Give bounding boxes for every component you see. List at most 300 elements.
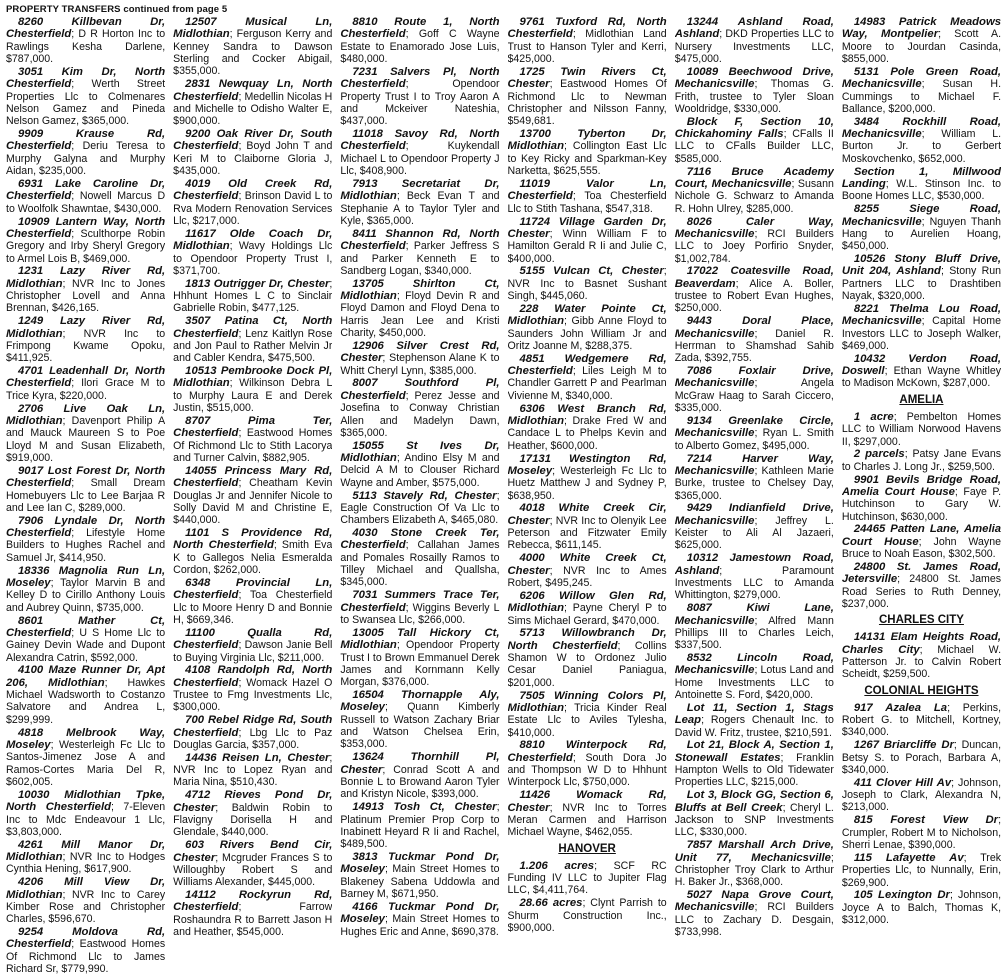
entry-detail: ; Beck Evan T and Stephanie A to Taylor Tyler and Kyle, $365,000. bbox=[340, 190, 500, 227]
entry-detail: ; Crumpler, Robert M to Nicholson, Sherri Lenae, $390,000. bbox=[841, 814, 1002, 851]
entry-address: 9909 Krause Rd, Chesterfield bbox=[6, 128, 166, 153]
entry-detail: ; Drake Fred W and Candace L to Phelps Kevin and Heather, $600,000. bbox=[507, 415, 667, 452]
transfer-entry bbox=[340, 278, 499, 340]
transfer-entry bbox=[173, 365, 332, 414]
transfer-entry bbox=[675, 365, 834, 414]
entry-detail: ; Pembelton Homes LLC to William Norwood Havens II, $297,000. bbox=[841, 410, 1002, 448]
entry-detail: ; NVR Inc to Lopez Ryan and Maria Nina, $510,430. bbox=[173, 751, 333, 789]
entry-address: 2 parcels bbox=[853, 448, 905, 461]
entry-address: 5113 Stavely Rd, Chester bbox=[352, 489, 497, 502]
entry-address: 1249 Lazy River Rd, Midlothian bbox=[6, 315, 166, 340]
transfer-entry bbox=[842, 116, 1001, 165]
entry-address: 7116 Bruce Academy Court, Mechanicsville bbox=[674, 165, 834, 190]
entry-address: 17131 Westington Rd, Moseley bbox=[507, 452, 667, 477]
entry-detail: ; Smith Eva K to Gallegos Nelia Esmeralda Cordon, $262,000. bbox=[173, 539, 333, 577]
entry-detail: ; Main Street Homes to Blakeney Sabena Uddowla and Barney M, $671,950. bbox=[340, 863, 500, 901]
column-2 bbox=[173, 16, 332, 976]
transfer-entry bbox=[340, 801, 499, 850]
entry-address: 7505 Winning Colors Pl, Midlothian bbox=[507, 689, 667, 714]
entry-detail: ; Clynt Parrish to Shurm Construction Inc., $900,000. bbox=[507, 897, 667, 934]
transfer-entry bbox=[340, 901, 499, 938]
transfer-entry bbox=[508, 690, 667, 739]
entry-detail: ; Brinson David L to Rva Modern Renovation Services Llc, $217,000. bbox=[173, 190, 333, 227]
entry-address: 228 Water Pointe Ct, Midlothian bbox=[507, 302, 667, 328]
transfer-entry bbox=[173, 577, 332, 626]
entry-address: 7086 Foxlair Drive, Mechanicsville bbox=[674, 365, 834, 390]
entry-detail: ; Kathleen Marie Burke, trustee to Chelsey Day, $365,000. bbox=[674, 464, 834, 502]
transfer-entry bbox=[340, 16, 499, 65]
entry-detail: ; Taylor Marvin B and Kelley D to Cirillo Anthony Louis and Aubrey Quinn, $735,000. bbox=[6, 576, 166, 614]
entry-detail: ; Westerleigh Fc Llc to Huetz Matthew J and Sydney P, $638,950. bbox=[507, 464, 667, 502]
entry-address: 28.66 acres bbox=[519, 897, 583, 910]
entry-address: 1.206 acres bbox=[519, 859, 595, 872]
column-6 bbox=[842, 16, 1001, 976]
section-heading: COLONIAL HEIGHTS bbox=[864, 684, 979, 697]
entry-address: 1267 Briarcliffe Dr bbox=[853, 739, 954, 752]
transfer-entry bbox=[6, 128, 165, 177]
entry-address: 3051 Kim Dr, North Chesterfield bbox=[6, 65, 166, 91]
entry-address: 8255 Siege Road, Mechanicsville bbox=[841, 203, 1002, 228]
entry-address: 8601 Mather Ct, Chesterfield bbox=[6, 614, 166, 639]
entry-detail: ; Small Dream Homebuyers Llc to Lee Barjaa R and Lee Ian C, $289,000. bbox=[6, 477, 166, 514]
entry-detail: ; Ilori Grace M to Trice Kyra, $220,000. bbox=[6, 377, 166, 402]
transfer-entry bbox=[508, 897, 667, 934]
transfer-entry bbox=[508, 739, 667, 788]
entry-address: 17022 Coatesville Road, Beaverdam bbox=[674, 265, 834, 290]
transfer-entry bbox=[340, 627, 499, 689]
entry-address: 1725 Twin Rivers Ct, Chester bbox=[507, 65, 667, 91]
entry-detail: ; Collins Shamon W to Ordonez Julio Cesar Daniel Paniagua, $201,000. bbox=[507, 639, 667, 689]
transfer-entry bbox=[6, 876, 165, 925]
transfer-entry bbox=[340, 377, 499, 439]
transfer-entry bbox=[842, 303, 1001, 352]
transfer-entry bbox=[842, 631, 1001, 680]
entry-detail: ; Collington East Llc to Key Ricky and Sparkman-Key Narketta, $625,555. bbox=[507, 140, 667, 178]
entry-detail: ; Ethan Wayne Whitley to Madison McKown, $287,000. bbox=[841, 365, 1002, 390]
transfer-entry bbox=[842, 353, 1001, 390]
entry-detail: ; Alice A. Boller, trustee to Robert Evan Hughes, $250,000. bbox=[674, 277, 834, 315]
entry-detail: ; Midlothian Land Trust to Hanson Tyler and Kerri, $425,000. bbox=[507, 28, 667, 66]
entry-address: 24465 Patten Lane, Amelia Court House bbox=[841, 523, 1002, 548]
entry-detail: ; Susann Nichole G. Schwarz to Amanda R. Hohn Ulrey, $285,000. bbox=[674, 177, 834, 215]
entry-address: 5155 Vulcan Ct, Chester bbox=[519, 265, 664, 278]
transfer-entry bbox=[173, 527, 332, 576]
entry-detail: ; Stony Run Partners LLC to Drashtiben Nayak, $320,000. bbox=[841, 265, 1002, 303]
transfer-entry bbox=[508, 66, 667, 128]
entry-address: 6348 Provincial Ln, Chesterfield bbox=[173, 576, 333, 602]
entry-address: 18336 Magnolia Run Ln, Moseley bbox=[6, 564, 166, 589]
entry-detail: ; Rogers Chenault Inc. to David W. Fritz, trustee, $210,591. bbox=[674, 714, 834, 739]
entry-address: 4851 Wedgemere Rd, Chesterfield bbox=[507, 352, 667, 378]
transfer-entry bbox=[842, 448, 1001, 473]
transfer-entry bbox=[842, 253, 1001, 302]
transfer-entry bbox=[340, 589, 499, 626]
entry-address: 11100 Qualla Rd, Chesterfield bbox=[173, 626, 333, 652]
transfer-entry bbox=[6, 789, 165, 838]
entry-detail: ; Opendoor Property Trust I to Troy Aaron A and Mckeiver Nateshia, $437,000. bbox=[340, 78, 500, 128]
entry-address: 115 Lafayette Av bbox=[853, 851, 964, 864]
entry-detail: ; Lotus Land and Home Investments LLC to Antoinette S. Ford, $420,000. bbox=[674, 664, 834, 702]
transfer-entry bbox=[842, 66, 1001, 115]
entry-detail: ; Christopher Troy Clark to Arthur H. Baker Jr., $368,000. bbox=[674, 851, 834, 889]
entry-detail: ; Ryan L. Smith to Alberto Gomez, $495,000. bbox=[674, 427, 834, 452]
entry-address: 16504 Thornapple Aly, Moseley bbox=[340, 689, 500, 714]
entry-detail: ; Main Street Homes to Hughes Eric and Anne, $690,378. bbox=[340, 913, 500, 938]
transfer-entry bbox=[675, 739, 834, 788]
entry-detail: ; Perez Jesse and Josefina to Conway Christian Allen and Madelyn Dawn, $365,000. bbox=[340, 389, 500, 439]
entry-detail: ; RCI Builders LLC to Zachary D. Desgain, $733,998. bbox=[674, 901, 834, 939]
entry-detail: ; NVR Inc to Carey Kimber Rose and Christopher Charles, $596,670. bbox=[6, 888, 166, 926]
entry-detail: ; Goff C Wayne Estate to Enamorado Jose Luis, $480,000. bbox=[340, 28, 500, 66]
entry-detail: ; Sculthorpe Robin Gregory and Irby Sheryl Gregory to Armel Lois B, $469,000. bbox=[6, 227, 166, 265]
column-5 bbox=[675, 16, 834, 976]
transfer-entry bbox=[842, 814, 1001, 851]
entry-detail: ; NVR Inc to Frimpong Kwame Opoku, $411,925. bbox=[6, 327, 166, 365]
entry-address: 9443 Doral Place, Mechanicsville bbox=[674, 315, 834, 340]
transfer-entry bbox=[6, 465, 165, 514]
entry-detail: ; Ferguson Kerry and Kenney Sandra to Dawson Sterling and Cocker Abigail, $355,000. bbox=[173, 28, 333, 78]
transfer-entry bbox=[675, 415, 834, 452]
entry-address: 14112 Rockyrun Rd, Chesterfield bbox=[173, 889, 333, 914]
entry-detail: ; Susan H. Cummings to Michael F. Ballance, $200,000. bbox=[841, 78, 1002, 115]
entry-address: 8707 Pima Ter, Chesterfield bbox=[173, 415, 333, 440]
entry-address: 5713 Willowbranch Dr, North Chesterfield bbox=[507, 627, 667, 652]
transfer-entry bbox=[842, 702, 1001, 739]
entry-detail: ; Tricia Kinder Real Estate Llc to Aviles Tylesha, $410,000. bbox=[507, 701, 667, 739]
entry-address: 4166 Tuckmar Pond Dr, Moseley bbox=[340, 900, 500, 926]
entry-detail: ; Winn William F to Hamilton Gerald R Ii and Julie C, $400,000. bbox=[507, 227, 667, 265]
entry-address: 10030 Midlothian Tpke, North Chesterfield bbox=[6, 788, 166, 814]
transfer-entry bbox=[173, 789, 332, 838]
entry-address: 2706 Live Oak Ln, Midlothian bbox=[6, 402, 166, 427]
entry-address: 7214 Harver Way, Mechanicsville bbox=[674, 452, 834, 477]
transfer-entry bbox=[842, 474, 1001, 523]
transfer-entry bbox=[6, 515, 165, 564]
entry-detail: ; Parker Jeffress S and Parker Kenneth E to Sandberg Logan, $340,000. bbox=[340, 240, 500, 277]
entry-address: 8007 Southford Pl, Chesterfield bbox=[340, 377, 500, 402]
entry-detail: ; Toa Chesterfield Llc to Stith Tashana, $547,318. bbox=[507, 190, 667, 215]
entry-address: Block F, Section 10, Chickahominy Falls bbox=[674, 115, 834, 141]
transfer-entry bbox=[340, 851, 499, 900]
transfer-entry bbox=[675, 889, 834, 938]
transfer-entry bbox=[675, 216, 834, 265]
entry-address: 11426 Womack Rd, Chester bbox=[507, 789, 667, 814]
transfer-entry bbox=[173, 752, 332, 789]
entry-detail: ; U S Home Llc to Gainey Devin Wade and Dupont Alexandra Catrin, $592,000. bbox=[6, 626, 166, 664]
entry-detail: ; Wilkinson Debra L to Murphy Laura E and Derek Justin, $515,000. bbox=[173, 377, 333, 415]
entry-address: 1 acre bbox=[853, 410, 894, 423]
transfer-entry bbox=[508, 860, 667, 897]
entry-address: 4100 Maze Runner Dr, Apt 206, Midlothian bbox=[6, 664, 166, 689]
entry-address: 6931 Lake Caroline Dr, Chesterfield bbox=[6, 177, 166, 203]
transfer-entry bbox=[340, 340, 499, 377]
transfer-entry bbox=[842, 16, 1001, 65]
transfer-entry bbox=[173, 128, 332, 177]
entry-address: 4818 Melbrook Way, Moseley bbox=[6, 726, 166, 751]
entry-address: 4712 Rieves Pond Dr, Chester bbox=[173, 789, 333, 814]
entry-detail: ; Quann Kimberly Russell to Watson Zachary Briar and Watson Chelsea Erin, $353,000. bbox=[340, 701, 500, 751]
entry-detail: ; NVR Inc to Ames Robert, $495,245. bbox=[507, 564, 667, 589]
entry-address: 603 Rivers Bend Cir, Chester bbox=[173, 839, 333, 864]
entry-detail: ; Alfred Mann Phillips III to Charles Leich, $337,500. bbox=[674, 614, 834, 652]
entry-detail: ; Opendoor Property Trust I to Brown Emmanuel Derek James and Kornmann Kelly Morgan, $376,000. bbox=[340, 639, 500, 689]
entry-detail: ; Westerleigh Fc Llc to Santos-Jimenez Jose A and Ramos-Cortes Maria Del R, $602,005. bbox=[6, 738, 166, 788]
transfer-entry bbox=[340, 490, 499, 527]
entry-detail: ; Capital Home Investors LLC to Joseph Walker, $469,000. bbox=[841, 315, 1002, 352]
entry-address: 917 Azalea La bbox=[853, 701, 948, 714]
entry-detail: ; Cheryl L. Jackson to SNP Investments LLC, $330,000. bbox=[674, 801, 834, 839]
entry-detail: ; NVR Inc to Basnet Sushant Singh, $445,060. bbox=[507, 265, 667, 303]
entry-address: 411 Clover Hill Av bbox=[853, 776, 952, 789]
entry-detail: ; Daniel R. Herrman to Shamshad Sahib Zada, $392,755. bbox=[674, 327, 834, 365]
transfer-entry bbox=[173, 839, 332, 888]
column-3 bbox=[340, 16, 499, 976]
transfer-entry bbox=[842, 561, 1001, 610]
transfer-entry bbox=[340, 751, 499, 800]
entry-detail: ; Stephenson Alane K to Whitt Cheryl Lynn, $385,000. bbox=[340, 352, 500, 377]
entry-detail: ; Eastwood Homes Of Richmond Llc to Stith Lacorya and Turner Calvin, $882,905. bbox=[173, 427, 333, 465]
transfer-entry bbox=[508, 627, 667, 689]
transfer-entry bbox=[173, 465, 332, 527]
entry-address: 10089 Beechwood Drive, Mechanicsville bbox=[674, 65, 834, 91]
entry-address: 8026 Caler Way, Mechanicsville bbox=[674, 215, 834, 240]
transfer-entry bbox=[842, 889, 1001, 926]
entry-address: 815 Forest View Dr bbox=[853, 814, 999, 827]
transfer-entry bbox=[6, 615, 165, 664]
entry-detail: ; Deriu Teresa to Murphy Galyna and Murphy Aidan, $235,000. bbox=[6, 140, 166, 178]
entry-address: 2831 Newquay Ln, North Chesterfield bbox=[173, 78, 333, 103]
entry-address: 1101 S Providence Rd, North Chesterfield bbox=[173, 527, 333, 552]
entry-address: 4018 White Creek Cir, Chester bbox=[507, 502, 667, 527]
entry-address: 5131 Pole Green Road, Mechanicsville bbox=[841, 65, 1002, 91]
continued-header: PROPERTY TRANSFERS continued from page 5 bbox=[6, 4, 228, 15]
entry-address: 13700 Tyberton Dr, Midlothian bbox=[507, 128, 667, 153]
entry-detail: ; CFalls II LLC to CFalls Builder LLC, $585,000. bbox=[674, 128, 834, 165]
entry-detail: ; Callahan James and Pomales Rosailly Ramos to Tilley Michael and Quallsha, $345,000. bbox=[340, 539, 500, 589]
transfer-entry bbox=[508, 453, 667, 502]
entry-address: 700 Rebel Ridge Rd, South Chesterfield bbox=[173, 714, 333, 739]
entry-address: 3484 Rockhill Road, Mechanicsville bbox=[841, 115, 1002, 141]
transfer-entry bbox=[173, 178, 332, 227]
entry-detail: ; South Dora Jo and Thompson W D to Hhhunt Winterpock Llc, $750,000. bbox=[507, 751, 667, 789]
transfer-entry bbox=[340, 178, 499, 227]
entry-address: 14913 Tosh Ct, Chester bbox=[352, 801, 497, 814]
transfer-entry bbox=[675, 116, 834, 165]
entry-address: 12507 Musical Ln, Midlothian bbox=[173, 16, 333, 41]
entry-detail: ; NVR Inc to Jones Christopher Lovell and Anna Brennan, $426,165. bbox=[6, 277, 166, 315]
transfer-entry bbox=[6, 926, 165, 975]
transfer-entry bbox=[675, 839, 834, 888]
entry-address: 24800 St. James Road, Jetersville bbox=[841, 560, 1002, 586]
entry-address: 10909 Lantern Way, North Chesterfield bbox=[6, 215, 166, 240]
section-heading: CHARLES CITY bbox=[878, 614, 964, 627]
entry-detail: ; Andino Elsy M and Delcid A M to Clouser Richard Wayne and Amber, $575,000. bbox=[340, 452, 500, 489]
transfer-entry bbox=[340, 440, 499, 489]
transfer-entry bbox=[173, 16, 332, 78]
transfer-entry bbox=[842, 523, 1001, 560]
entry-detail: ; Jeffrey L. Keister to Ali Al Jazaeri, $625,000. bbox=[674, 514, 834, 552]
entry-address: Lot 21, Block A, Section 1, Stonewall Estates bbox=[674, 739, 834, 764]
entry-detail: ; SCF RC Funding IV LLC to Jupiter Flag LLC, $4,411,764. bbox=[507, 859, 667, 897]
entry-address: Section 1, Millwood Landing bbox=[841, 165, 1002, 190]
transfer-entry bbox=[508, 265, 667, 302]
transfer-entry bbox=[675, 789, 834, 838]
transfer-entry bbox=[508, 216, 667, 265]
entry-detail: ; Medellin Nicolas H and Michelle to Odisho Walter E, $900,000. bbox=[173, 90, 333, 128]
transfer-entry bbox=[675, 66, 834, 115]
entry-address: 15055 St Ives Dr, Midlothian bbox=[340, 439, 500, 465]
entry-detail: ; Eastwood Homes Of Richmond Llc to Newman Christopher and Nilsson Fanny, $549,681. bbox=[507, 78, 667, 128]
entry-address: 13244 Ashland Road, Ashland bbox=[674, 16, 834, 41]
entry-address: 13705 Shirlton Ct, Midlothian bbox=[340, 277, 500, 303]
entry-detail: ; Franklin Hampton Wells to Old Tidewater Properties LLC, $215,000. bbox=[674, 751, 834, 789]
transfer-entry bbox=[173, 889, 332, 938]
entry-detail: ; John Wayne Bruce to Noah Eason, $302,500. bbox=[841, 535, 1002, 561]
entry-detail: ; Wiggins Beverly L to Swansea Llc, $266,000. bbox=[340, 601, 500, 626]
transfer-entry bbox=[6, 216, 165, 265]
entry-detail: ; Eagle Construction Of Va Llc to Chambers Elizabeth A, $465,080. bbox=[340, 489, 500, 527]
transfer-entry bbox=[842, 166, 1001, 203]
transfer-entry bbox=[340, 527, 499, 589]
entry-detail: ; Faye P. Hutchinson to Gary W. Hutchinson, $630,000. bbox=[841, 485, 1002, 523]
entry-address: 7231 Salvers Pl, North Chesterfield bbox=[340, 65, 500, 91]
entry-address: 8810 Winterpock Rd, Chesterfield bbox=[507, 739, 667, 764]
entry-detail: ; Gibb Anne Floyd to Saunders John William Jr and Oritz Joanne M, $288,375. bbox=[507, 315, 667, 352]
transfer-entry bbox=[675, 552, 834, 601]
transfer-entry bbox=[508, 789, 667, 838]
entry-address: 11724 Village Garden Dr, Chester bbox=[507, 215, 667, 240]
transfer-entry bbox=[340, 689, 499, 751]
entry-address: 12906 Silver Crest Rd, Chester bbox=[340, 339, 500, 365]
entry-address: 4000 White Creek Ct, Chester bbox=[507, 552, 667, 577]
entry-address: 7906 Lyndale Dr, North Chesterfield bbox=[6, 514, 166, 540]
entry-address: 9761 Tuxford Rd, North Chesterfield bbox=[507, 16, 667, 41]
entry-address: 1231 Lazy River Rd, Midlothian bbox=[6, 265, 166, 290]
entry-address: 14983 Patrick Meadows Way, Montpelier bbox=[841, 16, 1002, 41]
transfer-entry bbox=[6, 16, 165, 65]
entry-detail: ; Womack Hazel O Trustee to Fmg Investments Llc, $300,000. bbox=[173, 676, 333, 714]
entry-detail: ; Lenz Kaitlyn Rose and Jon Paul to Rather Melvin Jr and Cabler Kendra, $475,500. bbox=[173, 327, 333, 365]
entry-detail: ; Johnson, Joseph to Clark, Alexandra N, $213,000. bbox=[841, 776, 1002, 814]
entry-detail: ; Duncan, Betsy S. to Porach, Barbara A, $340,000. bbox=[841, 739, 1002, 776]
entry-detail: ; Kuykendall Michael L to Opendoor Property J Llc, $408,900. bbox=[340, 140, 500, 178]
entry-detail: ; Thomas G. Frith, trustee to Tyler Sloan Wooldridge, $330,000. bbox=[674, 78, 834, 115]
section-heading: AMELIA bbox=[899, 393, 944, 406]
transfer-entry bbox=[508, 590, 667, 627]
entry-address: 9200 Oak River Dr, South Chesterfield bbox=[173, 128, 333, 153]
transfer-entry bbox=[173, 278, 332, 315]
entry-address: 9901 Bevils Bridge Road, Amelia Court House bbox=[841, 473, 1002, 498]
entry-address: 8260 Killbevan Dr, Chesterfield bbox=[6, 16, 166, 41]
entry-address: 6206 Willow Glen Rd, Midlothian bbox=[507, 589, 667, 615]
entry-detail: ; Toa Chesterfield Llc to Moore Henry D and Bonnie H, $669,346. bbox=[173, 589, 333, 626]
transfer-entry bbox=[508, 303, 667, 352]
transfer-entry bbox=[340, 66, 499, 128]
section-heading: HANOVER bbox=[558, 842, 616, 855]
transfer-entry bbox=[173, 315, 332, 364]
entry-detail: ; Patsy Jane Evans to Charles J. Long Jr., $259,500. bbox=[841, 448, 1002, 473]
entry-address: 3507 Patina Ct, North Chesterfield bbox=[173, 315, 333, 340]
entry-detail: ; Perkins, Robert G. to Mitchell, Kortney, $340,000. bbox=[841, 701, 1002, 739]
entry-detail: ; Payne Cheryl P to Sims Michael Gerard, $470,000. bbox=[507, 602, 667, 627]
entry-address: 7031 Summers Trace Ter, Chesterfield bbox=[340, 589, 500, 614]
entry-detail: ; NVR Inc to Olenyik Lee Peterson and Fitzwater Emily Rebecca, $611,145. bbox=[507, 514, 667, 552]
entry-address: 11019 Valor Ln, Chesterfield bbox=[507, 177, 667, 203]
entry-detail: ; Johnson, Joyce A to Balch, Thomas K, $312,000. bbox=[841, 889, 1002, 927]
transfer-entry bbox=[340, 128, 499, 177]
entry-detail: ; Mcgruder Frances S to Willoughby Robert S and Williams Alexander, $445,000. bbox=[173, 851, 333, 889]
entry-address: 8087 Kiwi Lane, Mechanicsville bbox=[674, 602, 834, 627]
transfer-entry bbox=[675, 453, 834, 502]
entry-detail: ; Lifestyle Home Builders to Hughes Rachel and Samuel Jr, $414,950. bbox=[6, 527, 166, 564]
entry-address: 14131 Elam Heights Road, Charles City bbox=[841, 631, 1002, 656]
entry-detail: ; DKD Properties LLC to Nursery Investments LLC, $475,000. bbox=[674, 28, 834, 66]
entry-detail: ; Angela McGraw Haag to Sarah Ciccero, $335,000. bbox=[674, 377, 834, 415]
transfer-entry bbox=[508, 178, 667, 215]
transfer-entry bbox=[340, 228, 499, 277]
transfer-entry bbox=[675, 502, 834, 551]
transfer-entry bbox=[508, 552, 667, 589]
entry-detail: ; W.L. Stinson Inc. to Boone Homes LLC, $530,000. bbox=[841, 177, 1002, 203]
entry-address: 4261 Mill Manor Dr, Midlothian bbox=[6, 838, 166, 864]
entry-detail: ; Michael W. Patterson Jr. to Calvin Robert Scheidt, $259,500. bbox=[841, 643, 1002, 681]
entry-detail: ; Davenport Philip A and Mauck Maureen S to Poe Lloyd M and Susan Elizabeth, $919,000. bbox=[6, 415, 166, 465]
entry-detail: ; Farrow Roshaundra R to Barrett Jason H and Heather, $545,000. bbox=[173, 901, 333, 939]
entry-detail: ; Boyd John T and Keri M to Claiborne Gloria J, $435,000. bbox=[173, 140, 333, 178]
entry-address: 11018 Savoy Rd, North Chesterfield bbox=[340, 128, 500, 153]
entry-detail: ; Hhhunt Homes L C to Sinclair Gabrielle Robin, $477,125. bbox=[173, 277, 333, 315]
transfer-entry bbox=[675, 602, 834, 651]
entry-detail: ; Werth Street Properties Llc to Colmenares Nelson Gamez and Pineda Nelson Gamez, $365,000. bbox=[6, 78, 166, 128]
transfer-entry bbox=[842, 411, 1001, 448]
transfer-entry bbox=[508, 353, 667, 402]
entry-address: 9017 Lost Forest Dr, North Chesterfield bbox=[6, 464, 166, 490]
entry-address: 8810 Route 1, North Chesterfield bbox=[340, 16, 500, 41]
transfer-entry bbox=[6, 178, 165, 215]
entry-detail: ; Lbg Llc to Paz Douglas Garcia, $357,000. bbox=[173, 726, 333, 751]
entry-detail: ; Paramount Investments LLC to Amanda Whittington, $279,000. bbox=[674, 564, 834, 602]
entry-address: 8532 Lincoln Road, Mechanicsville bbox=[674, 652, 834, 677]
transfer-entry bbox=[508, 502, 667, 551]
entry-address: 13624 Thornhill Pl, Chester bbox=[340, 751, 500, 776]
entry-address: 9134 Greenlake Circle, Mechanicsville bbox=[674, 415, 834, 440]
entry-address: 8411 Shannon Rd, North Chesterfield bbox=[340, 227, 500, 253]
transfer-entry bbox=[6, 66, 165, 128]
entry-address: 9254 Moldova Rd, Chesterfield bbox=[6, 926, 166, 951]
entry-detail: ; Platinum Premier Prop Corp to Inabinett Heyard R Ii and Rachel, $489,500. bbox=[340, 801, 500, 851]
transfer-entry bbox=[842, 852, 1001, 889]
entry-address: 14055 Princess Mary Rd, Chesterfield bbox=[173, 464, 333, 490]
entry-detail: ; 7-Eleven Inc to Mdc Endeavour 1 Llc, $3,803,000. bbox=[6, 801, 166, 838]
entry-detail: ; Dawson Janie Bell to Buying Virginia Llc, $211,000. bbox=[173, 639, 333, 664]
entry-address: 8221 Thelma Lou Road, Mechanicsville bbox=[841, 302, 1002, 328]
transfer-entry bbox=[508, 16, 667, 65]
entry-address: 4206 Mill View Dr, Midlothian bbox=[6, 876, 166, 901]
entry-address: 10513 Pembrooke Dock Pl, Midlothian bbox=[173, 365, 333, 390]
column-1 bbox=[6, 16, 165, 976]
transfer-entry bbox=[173, 627, 332, 664]
transfer-entry bbox=[675, 652, 834, 701]
entry-detail: ; Cheatham Kevin Douglas Jr and Jennifer Nicole to Solly David M and Christine E, $440,000. bbox=[173, 477, 333, 527]
transfer-entry bbox=[173, 228, 332, 277]
entry-address: 3813 Tuckmar Pond Dr, Moseley bbox=[340, 851, 500, 876]
entry-detail: ; 24800 St. James Road Series to Ruth Denney, $237,000. bbox=[841, 573, 1002, 610]
entry-address: 11617 Olde Coach Dr, Midlothian bbox=[173, 227, 333, 253]
entry-address: 4019 Old Creek Rd, Chesterfield bbox=[173, 177, 333, 203]
entry-address: 4030 Stone Creek Ter, Chesterfield bbox=[340, 527, 500, 552]
transfer-entry bbox=[675, 16, 834, 65]
transfer-entry bbox=[6, 664, 165, 726]
